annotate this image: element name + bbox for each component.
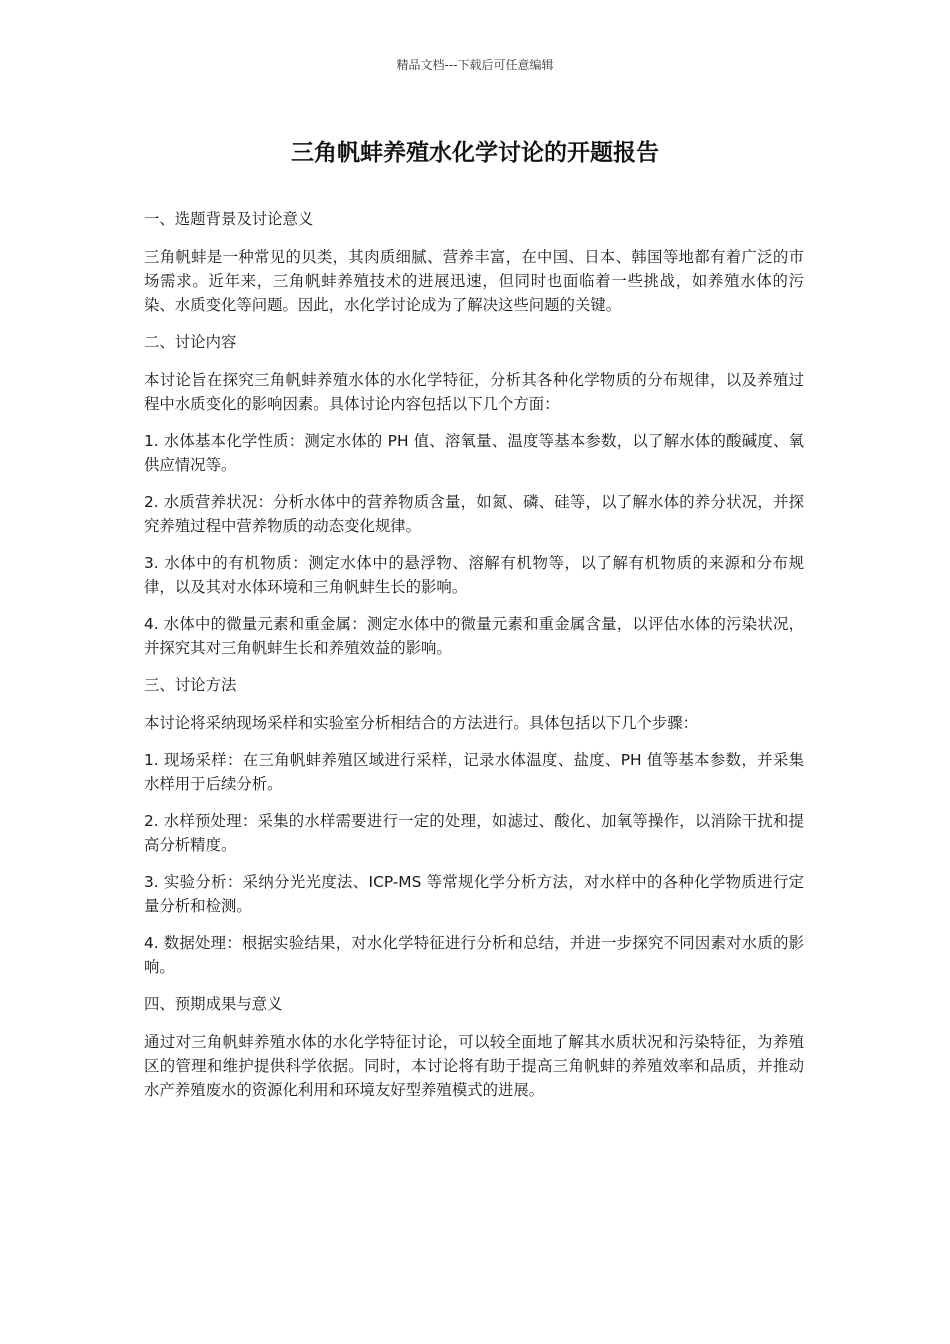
list-item-content-4: 4. 水体中的微量元素和重金属：测定水体中的微量元素和重金属含量，以评估水体的污染状况，并探究其对三角帆蚌生长和养殖效益的影响。 — [144, 615, 804, 657]
header-note: 精品文档---下载后可任意编辑 — [396, 58, 554, 72]
section-heading-4: 四、预期成果与意义 — [144, 995, 283, 1013]
list-item-method-2: 2. 水样预处理：采集的水样需要进行一定的处理，如滤过、酸化、加氧等操作，以消除干扰和提高分析精度。 — [144, 812, 804, 854]
section-heading-1: 一、选题背景及讨论意义 — [144, 210, 314, 228]
paragraph-outcome: 通过对三角帆蚌养殖水体的水化学特征讨论，可以较全面地了解其水质状况和污染特征，为养殖区的管理和维护提供科学依据。同时，本讨论将有助于提高三角帆蚌的养殖效率和品质，并推动水产养殖废水的资源化利用和环境友好型养殖模式的进展。 — [144, 1033, 804, 1099]
paragraph-content-intro: 本讨论旨在探究三角帆蚌养殖水体的水化学特征，分析其各种化学物质的分布规律，以及养殖过程中水质变化的影响因素。具体讨论内容包括以下几个方面： — [144, 371, 804, 413]
list-item-method-4: 4. 数据处理：根据实验结果，对水化学特征进行分析和总结，并进一步探究不同因素对水质的影响。 — [144, 934, 804, 976]
section-heading-3: 三、讨论方法 — [144, 676, 237, 694]
list-item-content-1: 1. 水体基本化学性质：测定水体的 PH 值、溶氧量、温度等基本参数，以了解水体的酸碱度、氧供应情况等。 — [144, 432, 804, 474]
list-item-content-2: 2. 水质营养状况：分析水体中的营养物质含量，如氮、磷、硅等，以了解水体的养分状况，并探究养殖过程中营养物质的动态变化规律。 — [144, 493, 804, 535]
paragraph-method-intro: 本讨论将采纳现场采样和实验室分析相结合的方法进行。具体包括以下几个步骤： — [144, 714, 699, 732]
document-body — [144, 207, 804, 1115]
list-item-content-3: 3. 水体中的有机物质：测定水体中的悬浮物、溶解有机物等，以了解有机物质的来源和分布规律，以及其对水体环境和三角帆蚌生长的影响。 — [144, 554, 804, 596]
document-title: 三角帆蚌养殖水化学讨论的开题报告 — [291, 140, 659, 166]
list-item-method-1: 1. 现场采样：在三角帆蚌养殖区域进行采样，记录水体温度、盐度、PH 值等基本参数，并采集水样用于后续分析。 — [144, 751, 804, 793]
list-item-method-3: 3. 实验分析：采纳分光光度法、ICP-MS 等常规化学分析方法，对水样中的各种化学物质进行定量分析和检测。 — [144, 873, 804, 915]
section-heading-2: 二、讨论内容 — [144, 333, 237, 351]
paragraph-background: 三角帆蚌是一种常见的贝类，其肉质细腻、营养丰富，在中国、日本、韩国等地都有着广泛的市场需求。近年来，三角帆蚌养殖技术的进展迅速，但同时也面临着一些挑战，如养殖水体的污染、水质变化等问题。因此，水化学讨论成为了解决这些问题的关键。 — [144, 248, 804, 314]
